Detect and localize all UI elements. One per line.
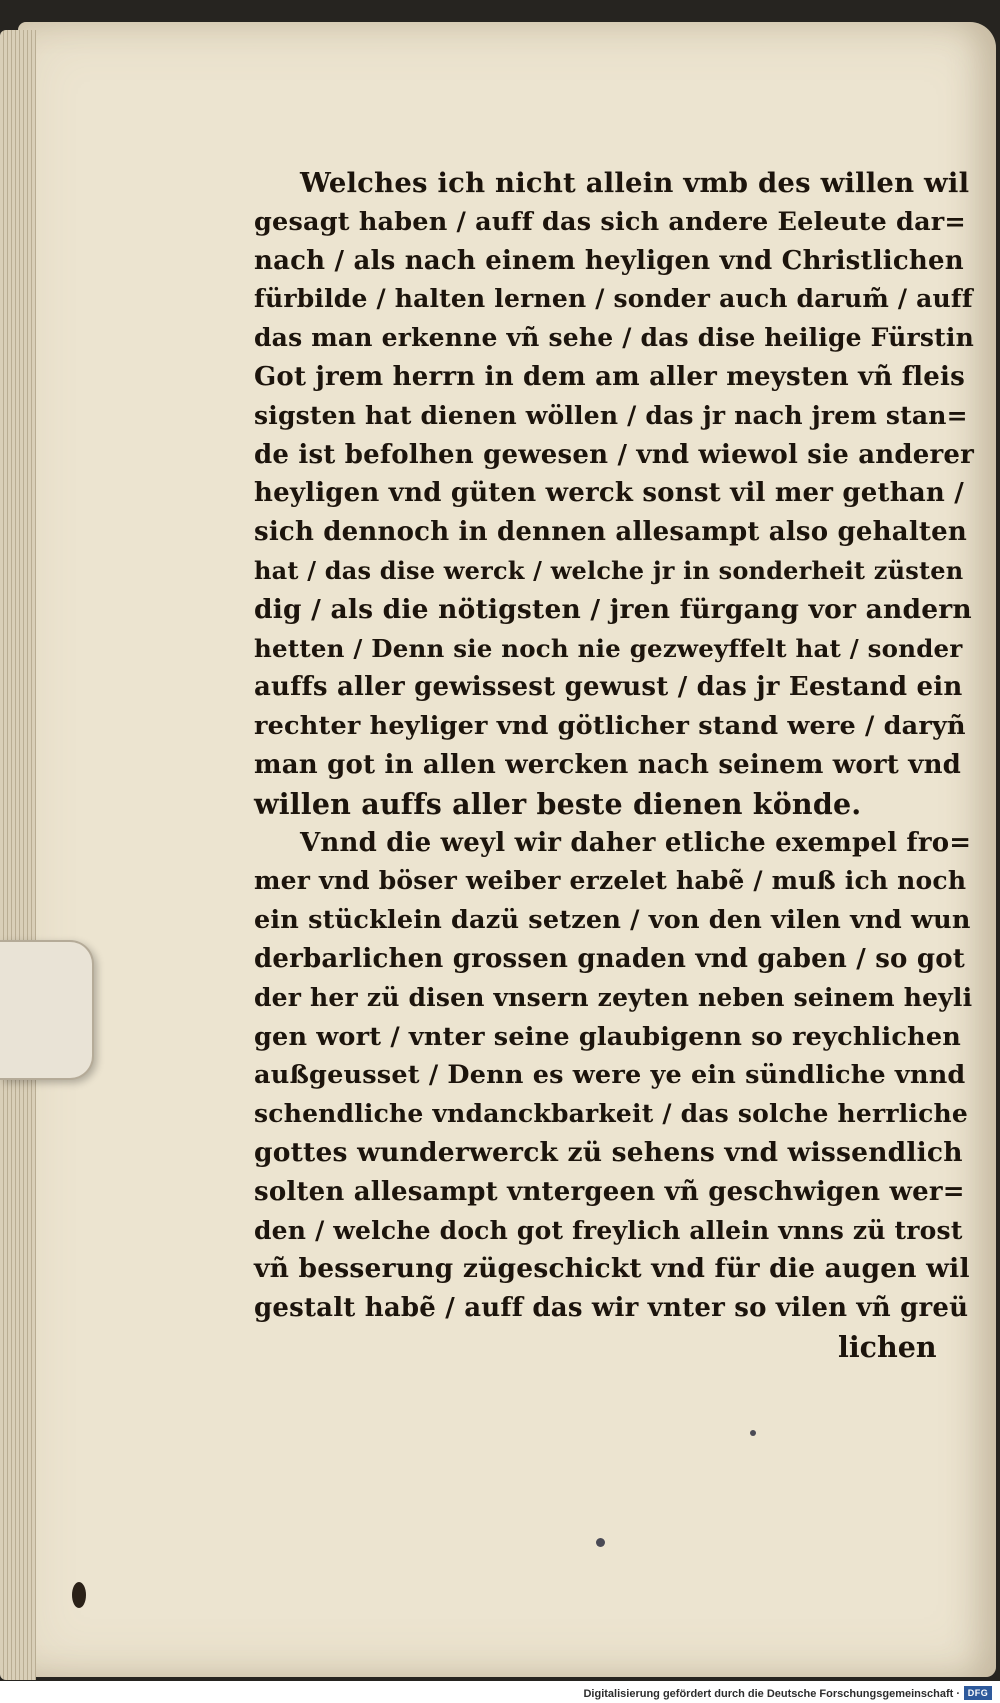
- text-line: der her zü disen vnsern zeyten neben seinem heyli: [254, 982, 973, 1012]
- text-line: dig / als die nötigsten / jren fürgang vor andern: [254, 593, 972, 625]
- text-line: hat / das dise werck / welche jr in sonderheit züsten: [254, 555, 964, 585]
- book-page: [18, 22, 996, 1677]
- text-line: rechter heyliger vnd götlicher stand were / daryñ: [254, 711, 966, 742]
- text-line: hetten / Denn sie noch nie gezweyffelt hat / sonder: [254, 633, 963, 663]
- page-text: [254, 164, 974, 1328]
- ink-stain: [72, 1582, 86, 1608]
- text-line: mer vnd böser weiber erzelet habẽ / muß ich noch: [254, 866, 967, 896]
- text-line: auffs aller gewissest gewust / das jr Eestand ein: [254, 672, 963, 703]
- text-line: derbarlichen grossen gnaden vnd gaben / so got: [254, 943, 965, 974]
- footer-bar: [0, 1681, 1000, 1703]
- text-line: schendliche vndanckbarkeit / das solche herrliche: [254, 1099, 969, 1129]
- dfg-logo-icon: DFG: [964, 1686, 992, 1700]
- page-tab[interactable]: [0, 940, 94, 1080]
- text-line: solten allesampt vntergeen vñ geschwigen wer=: [254, 1176, 965, 1207]
- text-line: Got jrem herrn in dem am aller meysten vñ fleis: [254, 361, 965, 392]
- funding-credit: Digitalisierung gefördert durch die Deutsche Forschungsgemeinschaft ·: [583, 1688, 960, 1700]
- text-line: gestalt habẽ / auff das wir vnter so vilen vñ greü: [254, 1293, 969, 1324]
- text-line: außgeusset / Denn es were ye ein sündliche vnnd: [254, 1060, 966, 1091]
- text-line: sigsten hat dienen wöllen / das jr nach jrem stan=: [254, 400, 968, 430]
- text-line: vñ besserung zügeschickt vnd für die augen wil: [254, 1253, 970, 1285]
- text-line: nach / als nach einem heyligen vnd Christlichen: [254, 245, 964, 276]
- text-line: ein stücklein dazü setzen / von den vilen vnd wun: [254, 905, 971, 936]
- page-stack-edge: [0, 30, 36, 1680]
- text-line: sich dennoch in dennen allesampt also gehalten: [254, 517, 967, 548]
- text-line: gottes wunderwerck zü sehens vnd wissendlich: [254, 1136, 963, 1168]
- text-line: das man erkenne vñ sehe / das dise heilige Fürstin: [254, 323, 974, 353]
- text-line: man got in allen wercken nach seinem wort vnd: [254, 749, 962, 780]
- text-line: gen wort / vnter seine glaubigenn so reychlichen: [254, 1021, 961, 1052]
- paper-speck: [750, 1430, 756, 1436]
- paper-speck: [596, 1538, 605, 1547]
- catchword: lichen: [838, 1330, 937, 1364]
- text-line: willen auffs aller beste dienen könde.: [254, 786, 862, 821]
- text-line: de ist befolhen gewesen / vnd wiewol sie anderer: [254, 439, 975, 470]
- text-line: Welches ich nicht allein vmb des willen wil: [300, 167, 970, 199]
- text-line: gesagt haben / auff das sich andere Eeleute dar=: [254, 206, 966, 237]
- text-line: Vnnd die weyl wir daher etliche exempel fro=: [300, 827, 972, 858]
- text-line: heyligen vnd güten werck sonst vil mer gethan /: [254, 478, 964, 509]
- text-line: den / welche doch got freylich allein vnns zü trost: [254, 1215, 963, 1245]
- text-line: fürbilde / halten lernen / sonder auch darum̃ / auff: [254, 284, 973, 314]
